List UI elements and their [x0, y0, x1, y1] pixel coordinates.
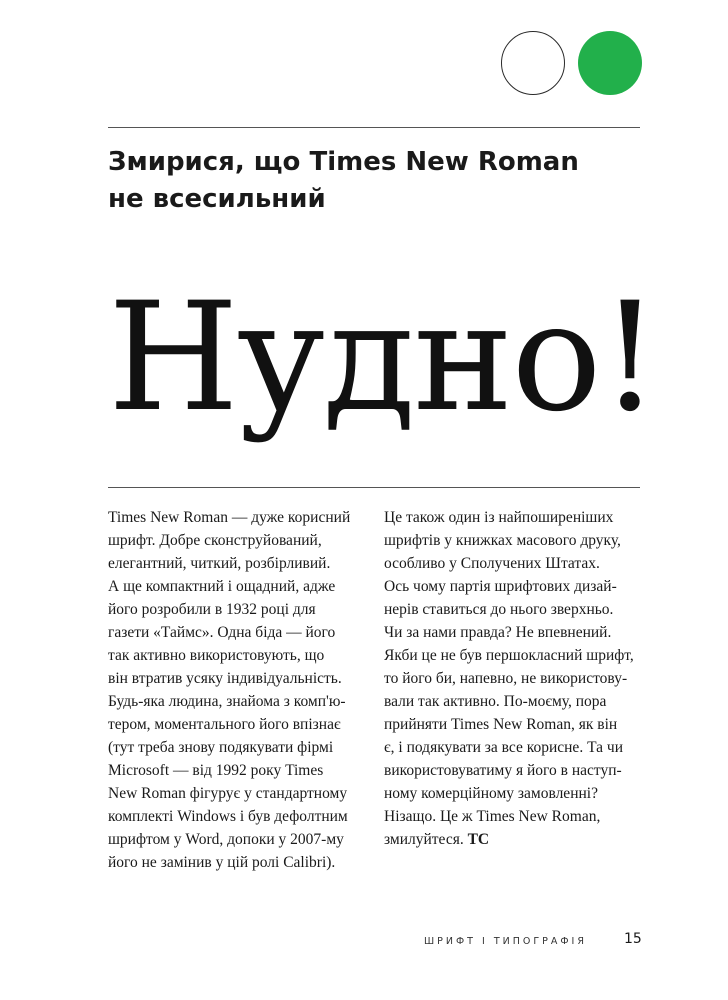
body-line: шрифт. Добре сконструйований, — [108, 532, 322, 549]
body-line: він втратив усяку індивідуальність. — [108, 670, 342, 687]
body-line: газети «Таймс». Одна біда — його — [108, 624, 336, 641]
body-line: Це також один із найпоширеніших — [384, 509, 614, 526]
body-line: шрифтом у Word, допоки у 2007-му — [108, 831, 344, 848]
headline-line-2: не всесильний — [108, 184, 326, 214]
top-divider — [108, 127, 640, 128]
body-line: нерів ставиться до нього зверхньо. — [384, 601, 614, 618]
body-line: шрифтів у книжках масового друку, — [384, 532, 621, 549]
article-headline — [108, 144, 648, 218]
body-line: Чи за нами правда? Не впевнений. — [384, 624, 612, 641]
body-column-right — [384, 506, 646, 851]
body-line: так активно використовують, що — [108, 647, 325, 664]
body-line: Будь-яка людина, знайома з комп'ю- — [108, 693, 346, 710]
middle-divider — [108, 487, 640, 488]
body-line: використовуватиму я його в наступ- — [384, 762, 622, 779]
body-line: є, і подякувати за все корисне. Та чи — [384, 739, 623, 756]
body-column-left — [108, 506, 368, 874]
decorative-green-circle — [578, 31, 642, 95]
headline-line-1: Змирися, що Times New Roman — [108, 147, 579, 177]
decorative-outline-circle — [501, 31, 565, 95]
body-line: елегантний, читкий, розбірливий. — [108, 555, 331, 572]
display-word: Нудно! — [108, 271, 658, 445]
body-line: Ось чому партія шрифтових дизай- — [384, 578, 617, 595]
body-line: Microsoft — від 1992 року Times — [108, 762, 324, 779]
body-line: вали так активно. По-моєму, пора — [384, 693, 607, 710]
body-line-final — [384, 828, 646, 851]
body-line: New Roman фігурує у стандартному — [108, 785, 348, 802]
body-line: його розробили в 1932 році для — [108, 601, 316, 618]
body-line: А ще компактний і ощадний, адже — [108, 578, 336, 595]
page-number: 15 — [624, 931, 642, 947]
body-line: то його би, напевно, не використову- — [384, 670, 628, 687]
body-line: його не замінив у цій ролі Calibri). — [108, 854, 336, 871]
body-line: ному комерційному замовленні? — [384, 785, 598, 802]
body-line: комплекті Windows і був дефолтним — [108, 808, 348, 825]
body-line: особливо у Сполучених Штатах. — [384, 555, 600, 572]
body-line: Нізащо. Це ж Times New Roman, — [384, 808, 601, 825]
author-signature: TC — [467, 831, 490, 848]
body-line: прийняти Times New Roman, як він — [384, 716, 618, 733]
body-line-text: змилуйтеся. — [384, 831, 464, 848]
footer-section-label: ШРИФТ І ТИПОГРАФІЯ — [424, 936, 587, 947]
body-line: (тут треба знову подякувати фірмі — [108, 739, 334, 756]
body-line: тером, моментального його впізнає — [108, 716, 341, 733]
body-line: Times New Roman — дуже корисний — [108, 509, 351, 526]
body-line: Якби це не був першокласний шрифт, — [384, 647, 634, 664]
